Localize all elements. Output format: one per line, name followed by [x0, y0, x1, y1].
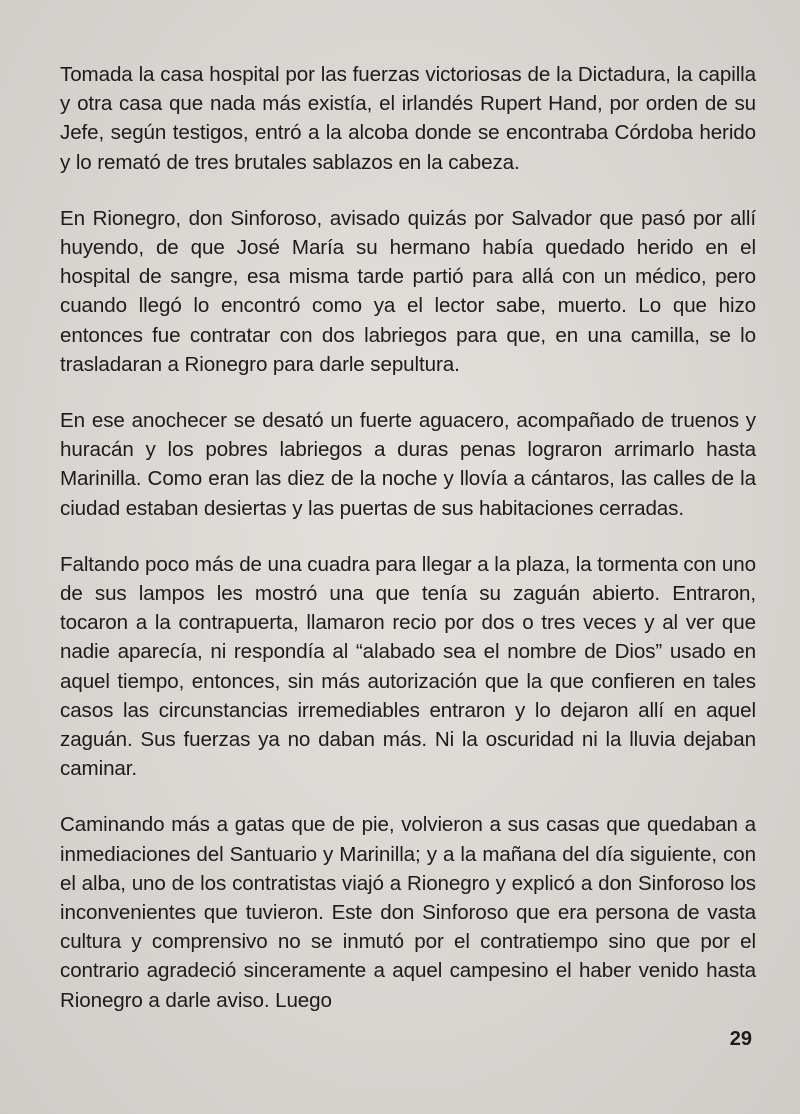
paragraph-4: Faltando poco más de una cuadra para llegar a la plaza, la tormenta con uno de sus lampos les mostró una que tenía su zaguán abierto. Entraron, tocaron a la contrapuerta, llamaron recio por dos o tres veces y al ver que nadie aparecía, ni respondía al “alabado sea el nombre de Dios” usado en aquel tiempo, entonces, sin más autorización que la que confieren en tales casos las circunstancias irremediables entraron y lo dejaron allí en aquel zaguán. Sus fuerzas ya no daban más. Ni la oscuridad ni la lluvia dejaban caminar.: [60, 552, 756, 781]
page-number: 29: [729, 1028, 752, 1050]
body-text: [60, 60, 756, 1042]
paragraph-3: En ese anochecer se desató un fuerte aguacero, acompañado de truenos y huracán y los pobres labriegos a duras penas lograron arrimarlo hasta Marinilla. Como eran las diez de la noche y llovía a cántaros, las calles de la ciudad estaban desiertas y las puertas de sus habitaciones cerradas.: [60, 409, 756, 520]
paragraph-1: Tomada la casa hospital por las fuerzas victoriosas de la Dictadura, la capilla y otra casa que nada más existía, el irlandés Rupert Hand, por orden de su Jefe, según testigos, entró a la alcoba donde se encontraba Córdoba herido y lo remató de tres brutales sablazos en la cabeza.: [60, 63, 756, 174]
paragraph-2: En Rionegro, don Sinforoso, avisado quizás por Salvador que pasó por allí huyendo, de que José María su hermano había quedado herido en el hospital de sangre, esa misma tarde partió para allá con un médico, pero cuando llegó lo encontró como ya el lector sabe, muerto. Lo que hizo entonces fue contratar con dos labriegos para que, en una camilla, se lo trasladaran a Rionegro para darle sepultura.: [60, 206, 756, 376]
paragraph-5: Caminando más a gatas que de pie, volvieron a sus casas que quedaban a inmediaciones del Santuario y Marinilla; y a la mañana del día siguiente, con el alba, uno de los contratistas viajó a Rionegro y explicó a don Sinforoso los inconvenientes que tuvieron. Este don Sinforoso que era persona de vasta cultura y comprensivo no se inmutó por el contratiempo sino que por el contrario agradeció sinceramente a aquel campesino el haber venido hasta Rionegro a darle aviso. Luego: [60, 813, 756, 1012]
